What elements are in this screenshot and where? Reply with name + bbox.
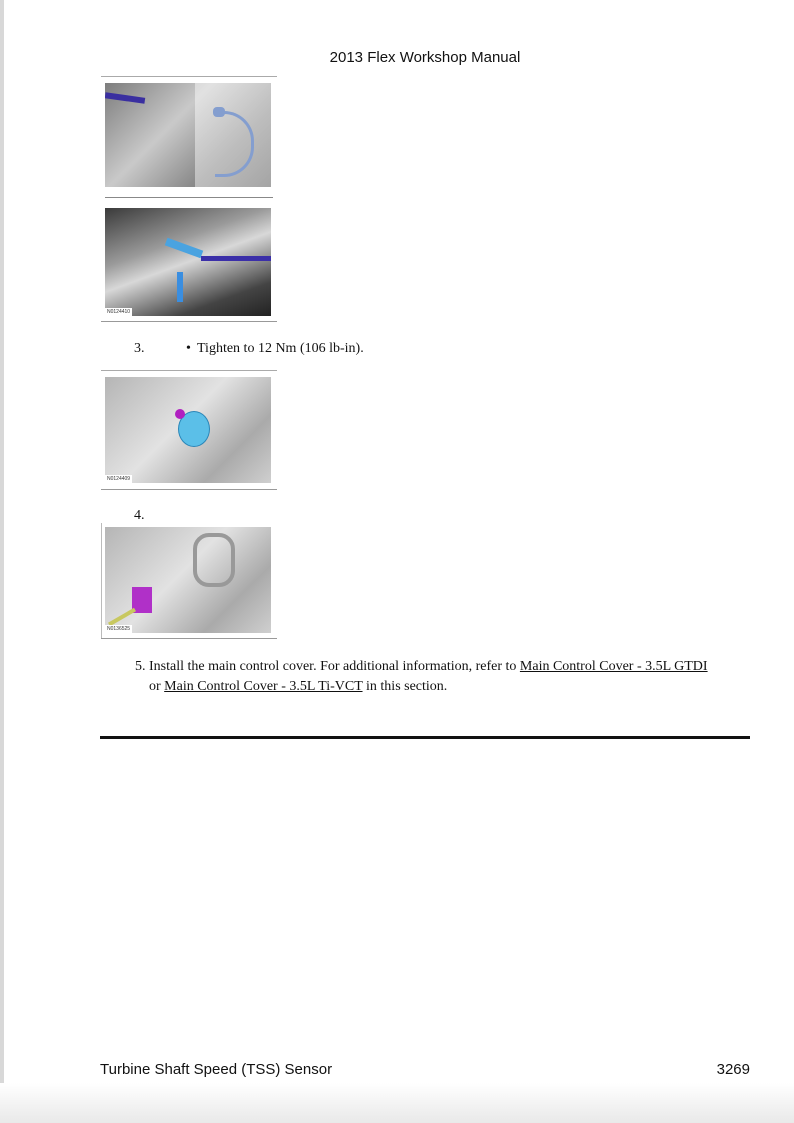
- step-5-text-after: in this section.: [366, 679, 448, 694]
- footer-page-number: 3269: [716, 1061, 750, 1078]
- page-bottom-shadow: [0, 1083, 794, 1123]
- figure-2: [101, 370, 277, 490]
- section-divider: [100, 736, 750, 739]
- link-main-control-cover-gtdi[interactable]: Main Control Cover - 3.5L GTDI: [519, 659, 708, 674]
- step-5-text: Install the main control cover. For additional information, refer to: [149, 659, 517, 674]
- step-4-number: 4.: [134, 508, 145, 523]
- figure-1-label: N0124410: [107, 309, 131, 315]
- step-3-number: 3.: [134, 341, 145, 356]
- step-5-or: or: [149, 679, 161, 694]
- step-5: [135, 657, 755, 697]
- figure-3: [101, 523, 277, 639]
- step-5-number: 5.: [135, 659, 146, 674]
- step-3-text: Tighten to 12 Nm (106 lb-in).: [197, 341, 364, 356]
- figure-3-image: [105, 527, 271, 633]
- figure-2-image: [105, 377, 271, 483]
- link-main-control-cover-ti-vct[interactable]: Main Control Cover - 3.5L Ti-VCT: [164, 679, 363, 694]
- figure-2-label: N0124409: [107, 476, 131, 482]
- figure-1: [101, 76, 277, 322]
- figure-1-image-top: [105, 83, 271, 187]
- page-edge: [0, 0, 4, 1123]
- figure-1-image-bottom: [105, 208, 271, 316]
- figure-3-label: N0136525: [107, 626, 131, 632]
- step-3-bullet: •: [186, 341, 191, 356]
- footer-section-title: Turbine Shaft Speed (TSS) Sensor: [100, 1061, 333, 1078]
- page-header-title: 2013 Flex Workshop Manual: [329, 49, 521, 66]
